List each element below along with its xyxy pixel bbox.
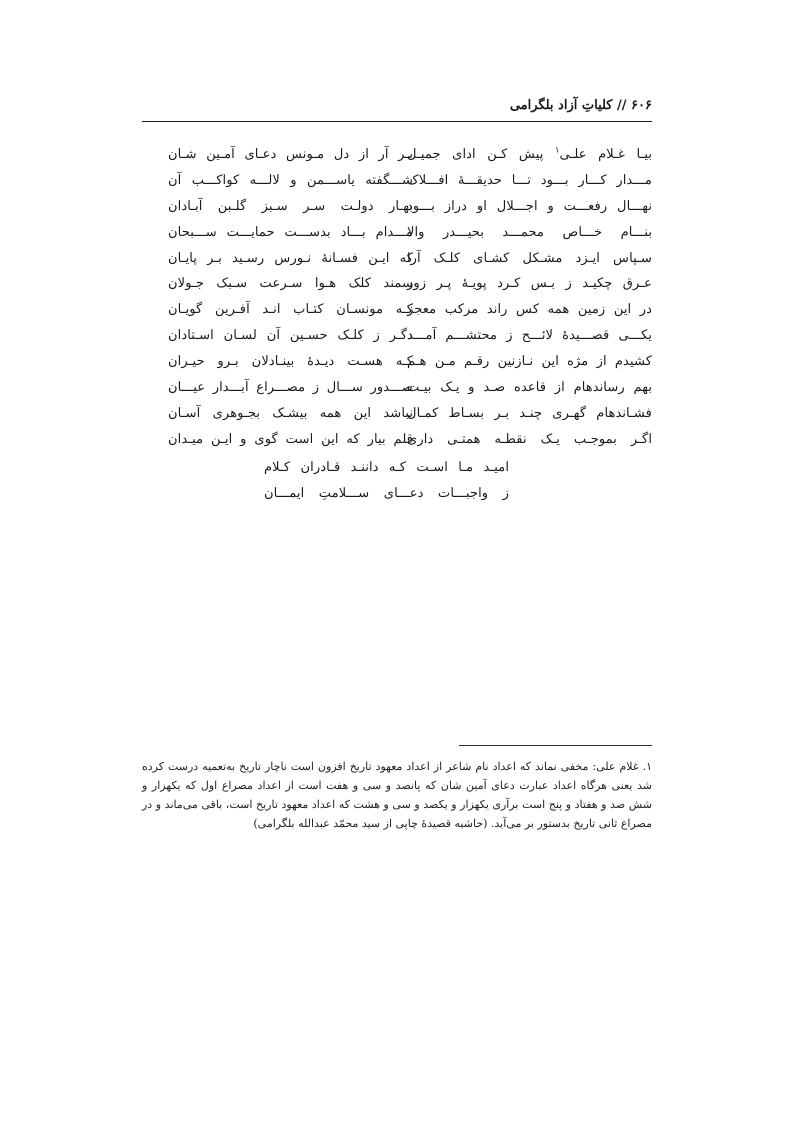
- couplet: [142, 432, 652, 458]
- page-header: [142, 96, 652, 120]
- first-hemistich: بهم رساندهام از قاعده صـد و یـک بیـت: [407, 380, 652, 396]
- first-hemistich: بیـا غـلام علـی$^۱$ پیش کـن ادای جمیـل: [407, 145, 652, 162]
- second-hemistich: مـــدام بـــاد بدســـت حمایـــت ســـبحان: [168, 224, 413, 240]
- poem-body: [142, 147, 652, 458]
- second-hemistich: سمند کلک هـوا سـرعت سـبک جـولان: [168, 276, 413, 292]
- first-hemistich: کشیدم از مژه این نـازنین رقـم مـن هـم: [407, 354, 652, 370]
- running-head: ۶۰۶ // کلیاتِ آزاد بلگرامی: [509, 98, 652, 113]
- first-hemistich: مـــدار کـــار بـــود تـــا حدیقـــهٔ افـــلاک: [407, 172, 652, 188]
- couplet: [142, 406, 652, 432]
- first-hemistich: در این زمین همه کس راند مرکب معجز: [407, 302, 652, 318]
- couplet: [142, 173, 652, 199]
- first-hemistich: نهـــال رفعـــت و اجـــلال او دراز بـــود: [407, 198, 652, 214]
- couplet: [142, 199, 652, 225]
- second-hemistich: بهـار دولـت سـر سـبز گلـبن آبـادان: [168, 198, 413, 214]
- couplet: [142, 354, 652, 380]
- second-hemistich: دگـر ز کلـک حسـین آن لسـان اسـتادان: [168, 328, 413, 344]
- couplet: [142, 225, 652, 251]
- closing-line: امیـد مـا اسـت کـه داننـد قـادران کـلام: [264, 460, 509, 475]
- second-hemistich: صـــدور ســـال ز مصـــراع آبـــدار عیـــان: [168, 380, 413, 396]
- second-hemistich: شـــگفته یاســـمن و لالـــه کواکـــب آن: [168, 172, 413, 188]
- first-hemistich: بنـــام خـــاص محمـــد بحیـــدر والا: [407, 224, 652, 240]
- first-hemistich: سـپاس ایـزد مشـکل کشـای کلـک آرا: [407, 250, 652, 266]
- second-hemistich: قلم بیار که این است گوی و ایـن میـدان: [168, 431, 413, 447]
- first-hemistich: اگـر بموجـب یـک نقطـه همتـی داری: [407, 431, 652, 447]
- couplet: [142, 276, 652, 302]
- footnote: ۱. غلام علی: مخفی نماند که اعداد نام شاعر از اعداد معهود تاریخ افزون است ناچار تاریخ به‌تعمیه درست کرده شد یعنی هرگاه اعداد عبارت دعای آمین شان که پانصد و سی و هفت است از اعداد مصراع اول که یکهزار و شش صد و هفتاد و پنج است برآری یکهزار و یکصد و سی و هشت که اعداد معهود تاریخ است، باقی می‌ماند و در مصراع ثانی تاریخ بدستور بر می‌آید. (حاشیه قصیدهٔ چاپی از سید محمّد عبدالله بلگرامی): [142, 760, 652, 830]
- first-hemistich: یکـــی قصـــیدهٔ لائـــح ز محتشـــم آمـــد: [407, 328, 652, 344]
- second-hemistich: کـه مونسـان کتـاب انـد آفـرین گویـان: [168, 302, 413, 318]
- second-hemistich: کـه هسـت دیـدهٔ بینـادلان بـرو حیـران: [168, 354, 413, 370]
- couplet: [142, 147, 652, 173]
- couplet: [142, 328, 652, 354]
- footnote-separator: [459, 745, 652, 746]
- footnote-marker: ۱: [554, 145, 560, 156]
- header-rule: [142, 121, 652, 122]
- couplet: [142, 251, 652, 277]
- closing-couplet: [142, 460, 652, 512]
- second-hemistich: که ایـن فسـانهٔ نـورس رسـید بـر پایـان: [168, 250, 413, 266]
- second-hemistich: نباشد این همه بیشـک بجـوهری آسـان: [168, 405, 413, 421]
- first-hemistich: فشـاندهام گهـری چنـد بـر بسـاط کمـال: [407, 405, 652, 421]
- second-hemistich: بـر آر از دل مـونس دعـای آمـین شـان: [168, 147, 413, 162]
- first-hemistich: عـرق چکیـد ز بـس کـرد پویـهٔ پـر زور: [407, 276, 652, 292]
- couplet: [142, 302, 652, 328]
- closing-line: ز واجبـــات دعـــای ســـلامتِ ایمـــان: [264, 486, 509, 501]
- couplet: [142, 380, 652, 406]
